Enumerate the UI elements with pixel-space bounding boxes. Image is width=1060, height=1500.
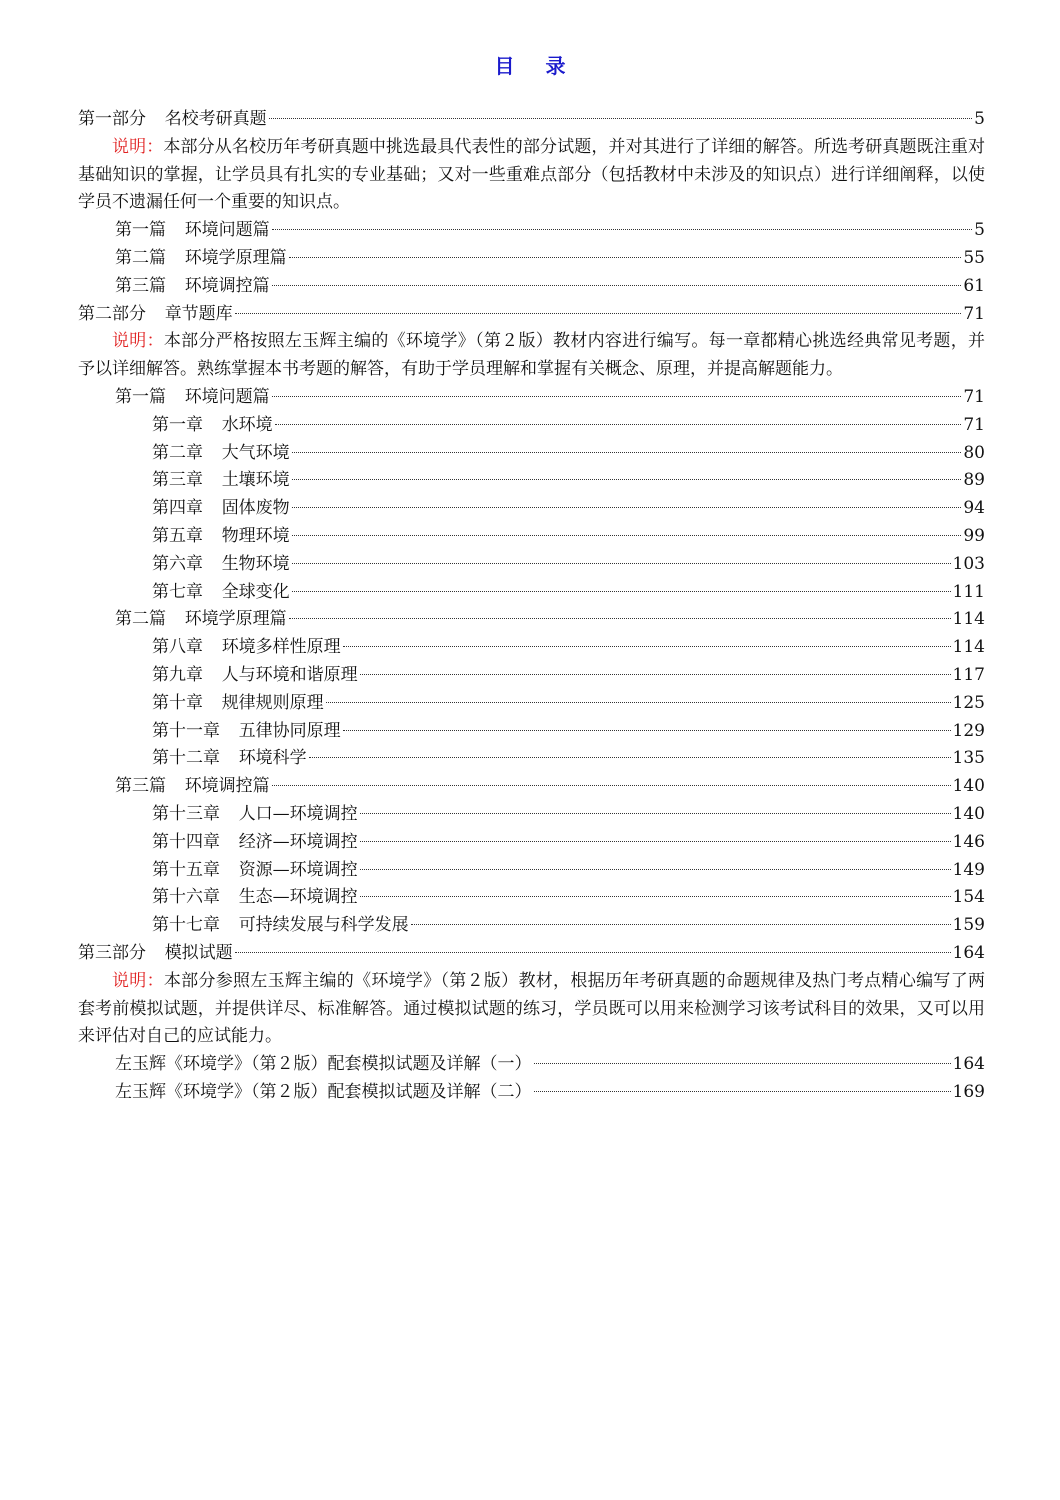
toc-chapter[interactable]: 第十七章 可持续发展与科学发展 159 — [78, 912, 985, 940]
toc-chapter[interactable]: 第一章 水环境 71 — [78, 412, 985, 440]
toc-chapter[interactable]: 第四章 固体废物 94 — [78, 495, 985, 523]
toc-list — [78, 106, 985, 1107]
leader-dots — [272, 785, 951, 786]
leader-dots — [360, 841, 951, 842]
toc-mock-exam[interactable]: 左玉辉《环境学》（第２版）配套模拟试题及详解（二） 169 — [78, 1079, 985, 1107]
toc-page-number: 71 — [963, 414, 985, 435]
toc-page-number: 117 — [952, 664, 985, 685]
toc-chapter[interactable]: 第十二章 环境科学 135 — [78, 745, 985, 773]
leader-dots — [275, 424, 962, 425]
toc-chapter[interactable]: 第二章 大气环境 80 — [78, 440, 985, 468]
toc-part-1[interactable] — [78, 106, 985, 134]
toc-page-number: 164 — [952, 942, 985, 963]
toc-page-number: 140 — [952, 803, 985, 824]
leader-dots — [360, 813, 951, 814]
toc-mock-exam[interactable]: 左玉辉《环境学》（第２版）配套模拟试题及详解（一） 164 — [78, 1051, 985, 1079]
leader-dots — [360, 674, 951, 675]
leader-dots — [272, 285, 962, 286]
toc-page-number: 146 — [952, 831, 985, 852]
toc-page-number: 71 — [963, 386, 985, 407]
toc-chapter[interactable]: 第十五章 资源—环境调控 149 — [78, 857, 985, 885]
toc-page-number: 164 — [952, 1054, 985, 1075]
toc-page-number: 114 — [952, 637, 985, 658]
toc-chapter[interactable]: 第七章 全球变化 111 — [78, 579, 985, 607]
toc-title: 目 录 — [494, 54, 578, 78]
toc-chapter[interactable]: 第六章 生物环境 103 — [78, 551, 985, 579]
leader-dots — [292, 479, 962, 480]
leader-dots — [292, 452, 962, 453]
leader-dots — [235, 313, 962, 314]
leader-dots — [360, 896, 951, 897]
toc-page-number: 103 — [952, 553, 985, 574]
leader-dots — [292, 535, 962, 536]
leader-dots — [292, 507, 962, 508]
leader-dots — [289, 618, 951, 619]
toc-chapter[interactable]: 第十四章 经济—环境调控 146 — [78, 829, 985, 857]
toc-page-number: 125 — [952, 692, 985, 713]
toc-section[interactable]: 第二篇 环境学原理篇 114 — [78, 606, 985, 634]
toc-page-number: 114 — [952, 609, 985, 630]
toc-page-number: 149 — [952, 859, 985, 880]
toc-entry-label: 第二部分 章节题库 — [78, 303, 233, 324]
leader-dots — [272, 229, 972, 230]
toc-section[interactable]: 第一篇 环境问题篇 71 — [78, 384, 985, 412]
toc-chapter[interactable]: 第九章 人与环境和谐原理 117 — [78, 662, 985, 690]
toc-chapter[interactable]: 第八章 环境多样性原理 114 — [78, 634, 985, 662]
toc-page-number: 80 — [963, 442, 985, 463]
leader-dots — [292, 591, 951, 592]
toc-chapter[interactable]: 第五章 物理环境 99 — [78, 523, 985, 551]
leader-dots — [326, 702, 951, 703]
toc-page-number: 135 — [952, 748, 985, 769]
toc-page-number: 99 — [963, 525, 985, 546]
toc-entry-label: 第三部分 模拟试题 — [78, 942, 233, 963]
toc-chapter[interactable]: 第十一章 五律协同原理 129 — [78, 718, 985, 746]
toc-page-number: 129 — [952, 720, 985, 741]
toc-chapter[interactable]: 第十六章 生态—环境调控 154 — [78, 884, 985, 912]
toc-page-number: 89 — [963, 470, 985, 491]
toc-page-number: 140 — [952, 776, 985, 797]
leader-dots — [343, 646, 951, 647]
leader-dots — [272, 396, 962, 397]
toc-entry-label: 第一部分 名校考研真题 — [78, 109, 267, 129]
leader-dots — [411, 924, 951, 925]
leader-dots — [292, 563, 951, 564]
toc-section[interactable]: 第三篇 环境调控篇 61 — [78, 273, 985, 301]
toc-page-number: 94 — [963, 498, 985, 519]
part-3-description: 说明：本部分参照左玉辉主编的《环境学》（第２版）教材，根据历年考研真题的命题规律及热门考点精心编写了两套考前模拟试题，并提供详尽、标准解答。通过模拟试题的练习，学员既可以用来检测学习该考试科目的效果，又可以用来评估对自己的应试能力。 — [78, 970, 986, 1047]
part-2-description: 说明：本部分严格按照左玉辉主编的《环境学》（第２版）教材内容进行编写。每一章都精心挑选经典常见考题，并予以详细解答。熟练掌握本书考题的解答，有助于学员理解和掌握有关概念、原理，并提高解题能力。 — [78, 331, 986, 380]
toc-page-number: 5 — [974, 220, 985, 241]
toc-chapter[interactable]: 第三章 土壤环境 89 — [78, 467, 985, 495]
leader-dots — [309, 757, 951, 758]
toc-page-number: 55 — [963, 247, 985, 268]
toc-chapter[interactable]: 第十章 规律规则原理 125 — [78, 690, 985, 718]
leader-dots — [269, 118, 972, 119]
part-1-description: 说明：本部分从名校历年考研真题中挑选最具代表性的部分试题，并对其进行了详细的解答。所选考研真题既注重对基础知识的掌握，让学员具有扎实的专业基础；又对一些重难点部分（包括教材中未涉及的知识点）进行详细阐释，以使学员不遗漏任何一个重要的知识点。 — [78, 136, 986, 213]
toc-chapter[interactable]: 第十三章 人口—环境调控 140 — [78, 801, 985, 829]
leader-dots — [534, 1063, 951, 1064]
toc-page-number: 111 — [952, 581, 985, 602]
leader-dots — [289, 257, 962, 258]
leader-dots — [343, 730, 951, 731]
toc-page-number: 154 — [952, 887, 985, 908]
toc-part-3[interactable] — [78, 940, 985, 968]
toc-page-number: 61 — [963, 275, 985, 296]
toc-page-number: 159 — [952, 915, 985, 936]
toc-part-2[interactable] — [78, 301, 985, 329]
toc-section[interactable]: 第三篇 环境调控篇 140 — [78, 773, 985, 801]
leader-dots — [534, 1091, 951, 1092]
toc-section[interactable]: 第二篇 环境学原理篇 55 — [78, 245, 985, 273]
toc-section[interactable]: 第一篇 环境问题篇 5 — [78, 217, 985, 245]
leader-dots — [235, 952, 951, 953]
toc-page-number: 169 — [952, 1081, 985, 1102]
toc-page-number: 5 — [974, 109, 985, 129]
toc-page-number: 71 — [963, 303, 985, 324]
leader-dots — [360, 869, 951, 870]
